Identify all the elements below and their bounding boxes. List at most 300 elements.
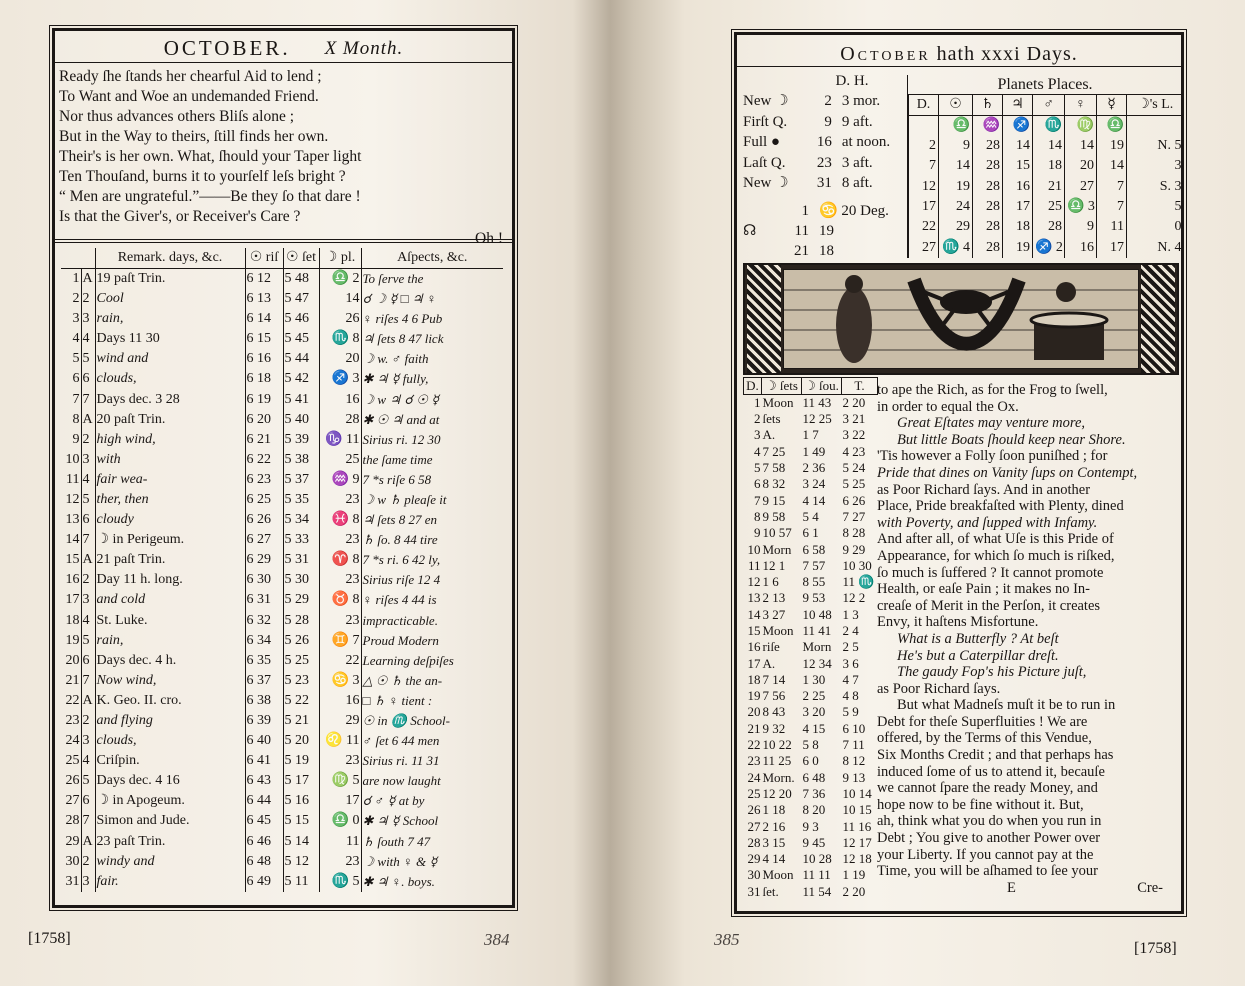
calendar-header-cell	[61, 248, 81, 269]
calendar-cell: 5	[81, 771, 95, 791]
right-calendar-cell: Moon	[762, 867, 794, 883]
calendar-cell: windy and	[95, 852, 245, 872]
right-calendar-row	[744, 639, 878, 655]
calendar-row	[61, 309, 503, 329]
calendar-cell: 3	[81, 731, 95, 751]
right-calendar-cell: 11 41	[802, 623, 832, 638]
planets-sign-cell: ♒	[973, 116, 1003, 137]
planets-sign-cell	[909, 116, 939, 137]
calendar-cell: wind and	[95, 349, 245, 369]
right-calendar-row	[744, 411, 878, 427]
calendar-cell: Days 11 30	[95, 329, 245, 349]
planets-cell: 19	[1003, 237, 1033, 257]
right-calendar-row	[744, 786, 878, 802]
planets-cell: 17	[909, 197, 939, 217]
calendar-cell: impracticable.	[361, 611, 503, 631]
planets-cell: N. 5	[1127, 136, 1184, 156]
calendar-cell: ther, then	[95, 490, 245, 510]
calendar-cell: 4	[81, 611, 95, 631]
right-calendar-row	[744, 851, 878, 867]
calendar-cell: 6 18	[245, 369, 283, 389]
right-calendar-cell: 10 15	[842, 802, 872, 818]
calendar-cell: ☉ in ♏ School-	[361, 711, 503, 731]
left-page	[0, 0, 622, 986]
calendar-cell: 7	[81, 811, 95, 831]
prose-line: ſo much is ſuffered ? It cannot promote	[877, 564, 1104, 581]
moon-phase-hour: 8 aft.	[841, 175, 873, 191]
right-calendar-cell: 30	[747, 867, 761, 883]
calendar-cell: ♃ ſets 8 47 lick	[361, 329, 503, 349]
calendar-cell: 5	[81, 349, 95, 369]
right-calendar-cell: 7 57	[802, 557, 826, 573]
calendar-cell: 5	[81, 490, 95, 510]
node-value: ♋ 20 Deg.	[819, 203, 889, 219]
calendar-cell: fair wea-	[95, 470, 245, 490]
calendar-cell: 6 12	[245, 269, 283, 290]
poem-line: Ready ſhe ſtands her chearful Aid to lend ;	[59, 68, 322, 85]
calendar-cell: A	[81, 410, 95, 430]
right-calendar-cell: 3 20	[802, 704, 826, 720]
calendar-cell: 2	[81, 430, 95, 450]
calendar-cell: 1	[72, 271, 80, 286]
planets-cell: 7	[1097, 197, 1127, 217]
poem-line: Is that the Giver's, or Receiver's Care ?	[59, 208, 301, 225]
planets-cell: ♎ 3	[1065, 197, 1097, 217]
planets-row	[909, 156, 1184, 176]
prose-line: as Poor Richard ſays. And in another	[877, 481, 1091, 498]
calendar-row	[61, 570, 503, 590]
planets-sign-cell: ♍	[1065, 116, 1097, 137]
moon-phase-name: New ☽	[743, 175, 789, 191]
calendar-cell: 6 38	[245, 691, 283, 711]
right-calendar-header-cell: ☽ ſets	[762, 378, 802, 395]
calendar-cell: 16	[319, 389, 361, 409]
ornament-right	[1141, 265, 1175, 373]
moon-phase-hour: 9 aft.	[841, 113, 873, 130]
calendar-header-cell: ☉ ſet	[283, 248, 319, 269]
moon-phases-header: D. H.	[835, 73, 869, 89]
calendar-cell: 5 38	[283, 450, 319, 470]
poem-line: To Want and Woe an undemanded Friend.	[59, 88, 319, 105]
planets-caption: Planets Places.	[908, 75, 1182, 95]
right-calendar-cell: 8 28	[842, 525, 866, 541]
calendar-table	[61, 248, 503, 892]
calendar-cell: clouds,	[95, 731, 245, 751]
calendar-cell: 6 25	[245, 490, 283, 510]
node-day: 21	[794, 243, 809, 259]
month-name-right: October	[840, 43, 931, 65]
prose-line: But what Madneſs muſt it be to run in	[897, 697, 1116, 714]
prose-line: But little Boats ſhould keep near Shore.	[897, 431, 1126, 448]
right-calendar-row	[744, 737, 878, 753]
calendar-cell: 6 21	[245, 430, 283, 450]
right-calendar-cell: Morn	[802, 639, 832, 655]
calendar-cell: Now wind,	[95, 671, 245, 691]
moon-phase-row	[743, 132, 905, 153]
right-calendar-cell: 24	[747, 769, 761, 785]
prose-line: Pride that dines on Vanity ſups on Contempt,	[877, 464, 1138, 481]
planets-cell: 17	[1003, 197, 1033, 217]
calendar-cell: A	[81, 550, 95, 570]
calendar-cell: Day 11 h. long.	[95, 570, 245, 590]
planets-places-table	[907, 75, 1182, 258]
calendar-cell: 14	[319, 289, 361, 309]
moon-phase-row	[743, 153, 905, 174]
moon-phase-day: 2	[824, 93, 832, 109]
calendar-cell: 2	[81, 711, 95, 731]
calendar-cell: 7	[81, 389, 95, 409]
calendar-cell: 6	[72, 371, 80, 387]
planets-cell: 14	[1003, 136, 1033, 156]
planets-cell: 7	[1097, 177, 1127, 197]
calendar-cell: 21 paſt Trin.	[95, 550, 245, 570]
right-calendar-cell: 1 49	[802, 443, 826, 459]
calendar-cell: 6	[81, 791, 95, 811]
right-calendar-cell: 2 25	[802, 688, 826, 704]
right-calendar-cell: 10	[747, 541, 761, 557]
right-calendar-cell: 4 23	[842, 443, 866, 459]
calendar-cell: clouds,	[95, 369, 245, 389]
calendar-cell: Days dec. 4 h.	[95, 651, 245, 671]
right-calendar-cell: 6	[754, 476, 761, 492]
calendar-cell: 29	[65, 833, 80, 849]
calendar-cell: 6 48	[245, 852, 283, 872]
right-calendar-cell: 23	[747, 753, 761, 769]
right-calendar-cell: 6 26	[842, 492, 866, 508]
right-calendar-cell: 2 13	[762, 590, 786, 606]
calendar-cell: 15	[65, 552, 80, 568]
right-calendar-cell: 18	[747, 671, 761, 687]
node-row	[743, 221, 905, 241]
right-calendar-cell: 9 58	[762, 508, 786, 524]
right-calendar-cell: 11	[747, 557, 761, 573]
right-calendar-row	[744, 492, 878, 508]
calendar-cell: ✱ ☉ ♃ and at	[361, 410, 503, 430]
right-calendar-cell: 9 15	[762, 492, 786, 508]
prose-line: He's but a Caterpillar dreſt.	[897, 647, 1059, 664]
right-calendar-cell: 12 20	[762, 785, 792, 801]
prose-line: Health, or eaſe Pain ; it makes no In-	[877, 581, 1091, 598]
right-calendar-row	[744, 541, 878, 557]
right-calendar-cell: A.	[762, 427, 776, 443]
right-calendar-cell: 28	[747, 834, 761, 850]
node-value: 18	[819, 243, 834, 259]
calendar-cell: ☌ ☽ ☿ □ ♃ ♀	[361, 289, 503, 309]
calendar-cell: St. Luke.	[95, 611, 245, 631]
right-calendar-row	[744, 444, 878, 460]
right-calendar-cell: ſet.	[762, 883, 779, 899]
calendar-cell: ♍ 5	[319, 771, 361, 791]
calendar-cell: 2	[81, 289, 95, 309]
calendar-cell: 5 28	[283, 611, 319, 631]
calendar-cell: 14	[65, 532, 80, 548]
planets-cell: ♏ 4	[939, 237, 973, 257]
right-calendar-cell: 5	[754, 460, 761, 476]
calendar-cell: Days dec. 3 28	[95, 389, 245, 409]
calendar-row	[61, 832, 503, 852]
right-calendar-row	[744, 460, 878, 476]
calendar-cell: 5 15	[283, 811, 319, 831]
calendar-cell: 18	[65, 612, 80, 628]
prose-text	[877, 382, 1183, 896]
right-calendar-row	[744, 884, 878, 900]
right-calendar-cell: 22	[747, 737, 761, 753]
calendar-cell: 23	[319, 530, 361, 550]
calendar-row	[61, 751, 503, 771]
moon-phase-name: Firſt Q.	[743, 113, 788, 130]
calendar-cell: A	[81, 832, 95, 852]
right-calendar-cell: 5 25	[842, 476, 866, 492]
calendar-cell: 23	[65, 713, 80, 729]
calendar-row	[61, 410, 503, 430]
right-calendar-cell: 7 58	[762, 460, 786, 476]
calendar-row	[61, 651, 503, 671]
moon-phase-day: 16	[816, 134, 832, 150]
right-calendar-cell: 4 14	[762, 851, 786, 867]
right-calendar-cell: 5 8	[802, 737, 819, 753]
right-calendar-row	[744, 835, 878, 851]
calendar-cell: 4	[81, 329, 95, 349]
calendar-cell: 5 35	[283, 490, 319, 510]
calendar-cell: ♀ riſes 4 44 is	[361, 590, 503, 610]
calendar-row	[61, 771, 503, 791]
calendar-cell: 5 33	[283, 530, 319, 550]
right-calendar-cell: 2 20	[842, 883, 866, 899]
planets-header-row	[909, 95, 1184, 116]
calendar-cell: 26	[319, 309, 361, 329]
right-calendar-cell: 7	[754, 492, 761, 508]
right-calendar-cell: 1 7	[802, 427, 819, 443]
moon-phase-day: 9	[824, 113, 832, 130]
calendar-cell: 6 26	[245, 510, 283, 530]
right-calendar-cell: 10 22	[762, 737, 792, 753]
right-calendar-row	[744, 395, 878, 412]
calendar-cell: 5 11	[283, 872, 319, 892]
right-calendar-cell: Morn.	[762, 769, 795, 785]
planets-header-cell: ♃	[1003, 95, 1033, 116]
right-calendar-row	[744, 818, 878, 834]
planets-header-cell: ☿	[1097, 95, 1127, 116]
right-calendar-row	[744, 867, 878, 883]
calendar-cell: 9	[72, 431, 80, 447]
calendar-cell: 6 46	[245, 832, 283, 852]
calendar-cell: 5 34	[283, 510, 319, 530]
calendar-cell: ♑ 11	[319, 430, 361, 450]
calendar-row	[61, 430, 503, 450]
prose-line: Time, you will be aſhamed to ſee your	[877, 863, 1098, 880]
calendar-cell: Sirius ri. 11 31	[361, 751, 503, 771]
planets-cell: 25	[1033, 197, 1065, 217]
right-calendar-cell: 6 1	[802, 525, 819, 541]
calendar-cell: 6 29	[245, 550, 283, 570]
divider	[55, 239, 512, 243]
moon-phase-day: 23	[816, 154, 832, 171]
right-page-frame	[734, 32, 1184, 914]
planets-cell: 28	[973, 197, 1003, 217]
right-calendar-cell: ſets	[762, 411, 781, 427]
calendar-cell: Learning deſpiſes	[361, 651, 503, 671]
calendar-cell: ♊ 7	[319, 631, 361, 651]
right-calendar-cell: riſe	[762, 639, 780, 655]
calendar-cell: 28	[65, 813, 80, 829]
right-calendar-cell: 2 36	[802, 460, 826, 476]
calendar-row	[61, 369, 503, 389]
node-day: 1	[801, 203, 809, 219]
left-page-frame	[52, 28, 515, 908]
planets-cell: 15	[1003, 156, 1033, 176]
month-days: hath xxxi Days.	[930, 43, 1078, 65]
calendar-cell: To ſerve the	[361, 269, 503, 290]
calendar-cell: with	[95, 450, 245, 470]
right-calendar-cell: 11 ♏	[842, 574, 875, 590]
calendar-cell: fair.	[95, 872, 245, 892]
right-calendar-cell: 12	[747, 574, 761, 590]
calendar-cell: ✱ ♃ ☿ School	[361, 811, 503, 831]
calendar-row	[61, 872, 503, 892]
calendar-header-cell: ☉ riſ	[245, 248, 283, 269]
calendar-cell: ♎ 0	[319, 811, 361, 831]
calendar-cell: 6 49	[245, 872, 283, 892]
prose-line: And after all, of what Uſe is this Pride of	[877, 531, 1114, 548]
calendar-cell: 3	[81, 450, 95, 470]
planets-cell: 14	[1097, 156, 1127, 176]
calendar-cell: Criſpin.	[95, 751, 245, 771]
right-calendar-cell: 10 28	[802, 851, 832, 867]
right-calendar-cell: 12 34	[802, 655, 832, 671]
prose-line: ah, think what you do when you run in	[877, 813, 1102, 830]
right-calendar-cell: 3 6	[842, 655, 859, 671]
right-calendar-cell: Morn	[762, 541, 792, 557]
month-number: X Month.	[324, 37, 404, 59]
prose-line: induced ſome of us to attend it, becauſe	[877, 763, 1105, 780]
calendar-cell: 16	[319, 691, 361, 711]
calendar-cell: 5 48	[283, 269, 319, 290]
right-calendar-cell: 7 27	[842, 508, 866, 524]
right-calendar-cell: 7 14	[762, 671, 786, 687]
calendar-header-cell: ☽ pl.	[319, 248, 361, 269]
calendar-cell: 10	[65, 451, 80, 467]
planets-cell: 2	[909, 136, 939, 156]
node-value: 19	[819, 223, 834, 239]
planets-header-cell: ☽'s L.	[1127, 95, 1184, 116]
node-symbol	[743, 201, 765, 221]
prose-line: Debt for theſe Superfluities ! We are	[877, 713, 1088, 730]
planets-sign-cell: ♎	[1097, 116, 1127, 137]
calendar-cell: Proud Modern	[361, 631, 503, 651]
right-calendar-cell: 1 30	[802, 671, 826, 687]
calendar-cell: 30	[65, 853, 80, 869]
right-calendar-cell: 9 45	[802, 834, 826, 850]
calendar-cell: 7 *s riſe 6 58	[361, 470, 503, 490]
calendar-cell: 6 45	[245, 811, 283, 831]
poem-line: Ten Thouſand, burns it to yourſelf leſs bright ?	[59, 168, 346, 185]
calendar-cell: 6 43	[245, 771, 283, 791]
planets-header-cell: D.	[909, 95, 939, 116]
calendar-cell: 3	[81, 590, 95, 610]
right-calendar-cell: 10 48	[802, 606, 832, 622]
calendar-cell: 7	[81, 671, 95, 691]
right-calendar-header-cell: T.	[842, 378, 878, 395]
right-calendar-cell: 7 11	[842, 737, 865, 753]
calendar-cell: 21	[65, 672, 80, 688]
calendar-row	[61, 389, 503, 409]
planets-cell: 17	[1097, 237, 1127, 257]
moon-phase-day: 31	[816, 175, 832, 191]
planets-cell: 28	[1033, 217, 1065, 237]
calendar-cell: 20 paſt Trin.	[95, 410, 245, 430]
calendar-cell: 28	[319, 410, 361, 430]
right-calendar-row	[744, 574, 878, 590]
calendar-cell: 5 46	[283, 309, 319, 329]
right-calendar-row	[744, 770, 878, 786]
prose-line: Appearance, for which ſo much is riſked,	[877, 547, 1115, 564]
planets-cell: 14	[1033, 136, 1065, 156]
calendar-cell: 5 19	[283, 751, 319, 771]
calendar-cell: 23 paſt Trin.	[95, 832, 245, 852]
calendar-cell: 5 47	[283, 289, 319, 309]
planets-cell: 28	[973, 177, 1003, 197]
planets-cell: 20	[1065, 156, 1097, 176]
calendar-cell: □ ♄ ♀ tient :	[361, 691, 503, 711]
calendar-cell: A	[81, 691, 95, 711]
right-calendar-cell: 12 25	[802, 411, 832, 427]
calendar-cell: 2	[81, 852, 95, 872]
right-calendar-cell: 10 30	[842, 557, 872, 573]
signature-mark: E	[1007, 879, 1016, 896]
moon-nodes	[743, 201, 905, 261]
poem-line: Their's is her own. What, ſhould your Taper light	[59, 148, 362, 165]
calendar-cell: ☽ with ♀ & ☿	[361, 852, 503, 872]
calendar-cell: ♀ riſes 4 6 Pub	[361, 309, 503, 329]
calendar-cell: 5 44	[283, 349, 319, 369]
planets-row	[909, 217, 1184, 237]
calendar-cell: 29	[319, 711, 361, 731]
moon-phase-row	[743, 91, 905, 112]
right-calendar-cell: 8 43	[762, 704, 786, 720]
calendar-cell: ☽ in Apogeum.	[95, 791, 245, 811]
calendar-cell: 31	[65, 873, 80, 889]
calendar-row	[61, 590, 503, 610]
right-calendar-cell: 10 14	[842, 785, 872, 801]
calendar-cell: 6 20	[245, 410, 283, 430]
planets-row	[909, 237, 1184, 257]
right-calendar-row	[744, 753, 878, 769]
calendar-cell: 23	[319, 570, 361, 590]
calendar-cell: ♉ 8	[319, 590, 361, 610]
calendar-cell: ♄ ſo. 8 44 tire	[361, 530, 503, 550]
moon-phase-hour: 3 aft.	[841, 154, 873, 171]
calendar-cell: △ ☉ ♄ the an-	[361, 671, 503, 691]
right-calendar-cell: 8 20	[802, 802, 826, 818]
calendar-cell: ✱ ♃ ♀. boys.	[361, 872, 503, 892]
moon-phase-name: Laſt Q.	[743, 154, 786, 171]
calendar-row	[61, 510, 503, 530]
right-calendar-cell: 9 53	[802, 590, 826, 606]
calendar-row	[61, 289, 503, 309]
right-calendar-cell: 8	[754, 508, 761, 524]
calendar-cell: 4	[81, 470, 95, 490]
calendar-cell: 6	[81, 510, 95, 530]
calendar-cell: ♏ 8	[319, 329, 361, 349]
right-calendar-row	[744, 802, 878, 818]
planets-cell: 7	[909, 156, 939, 176]
right-calendar-cell: 2 16	[762, 818, 786, 834]
right-calendar-cell: 29	[747, 851, 761, 867]
calendar-cell: 5 40	[283, 410, 319, 430]
right-calendar-cell: 31	[747, 883, 761, 899]
right-calendar-cell: 5 24	[842, 460, 866, 476]
calendar-cell: ☽ w ♄ pleaſe it	[361, 490, 503, 510]
